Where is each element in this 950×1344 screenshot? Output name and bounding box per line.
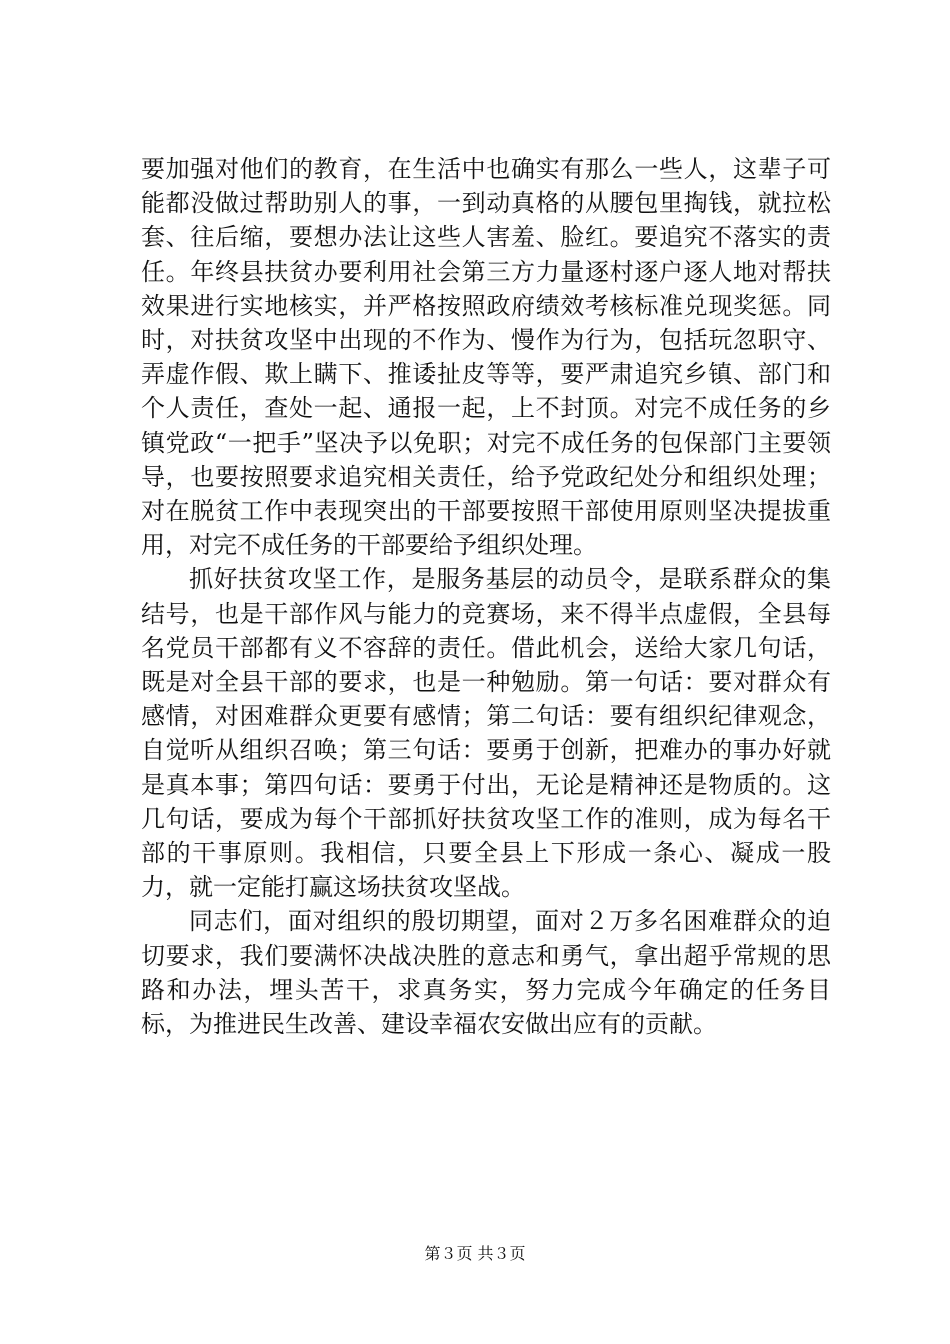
paragraph-closing: 同志们，面对组织的殷切期望，面对２万多名困难群众的迫切要求，我们要满怀决战决胜的意志和勇气，拿出超乎常规的思路和办法，埋头苦干，求真务实，努力完成今年确定的任务目标，为推进民生改善、建设幸福农安做出应有的贡献。 xyxy=(141,907,831,1039)
paragraph-continuation: 要加强对他们的教育，在生活中也确实有那么一些人，这辈子可能都没做过帮助别人的事，一到动真格的从腰包里掏钱，就拉松套、往后缩，要想办法让这些人害羞、脸红。要追究不落实的责任。年终县扶贫办要利用社会第三方力量逐村逐户逐人地对帮扶效果进行实地核实，并严格按照政府绩效考核标准兑现奖惩。同时，对扶贫攻坚中出现的不作为、慢作为行为，包括玩忽职守、弄虚作假、欺上瞒下、推诿扯皮等等，要严肃追究乡镇、部门和个人责任，查处一起、通报一起，上不封顶。对完不成任务的乡镇党政“一把手”坚决予以免职；对完不成任务的包保部门主要领导，也要按照要求追究相关责任，给予党政纪处分和组织处理；对在脱贫工作中表现突出的干部要按照干部使用原则坚决提拔重用，对完不成任务的干部要给予组织处理。 xyxy=(141,155,831,560)
document-body xyxy=(141,152,831,1041)
paragraph-poverty-work: 抓好扶贫攻坚工作，是服务基层的动员令，是联系群众的集结号，也是干部作风与能力的竞赛场，来不得半点虚假，全县每名党员干部都有义不容辞的责任。借此机会，送给大家几句话，既是对全县干部的要求，也是一种勉励。第一句话：要对群众有感情，对困难群众更要有感情；第二句话：要有组织纪律观念，自觉听从组织召唤；第三句话：要勇于创新，把难办的事办好就是真本事；第四句话：要勇于付出，无论是精神还是物质的。这几句话，要成为每个干部抓好扶贫攻坚工作的准则，成为每名干部的干事原则。我相信，只要全县上下形成一条心、凝成一股力，就一定能打赢这场扶贫攻坚战。 xyxy=(141,565,831,902)
page-number-footer: 第３页 共３页 xyxy=(424,1244,526,1263)
